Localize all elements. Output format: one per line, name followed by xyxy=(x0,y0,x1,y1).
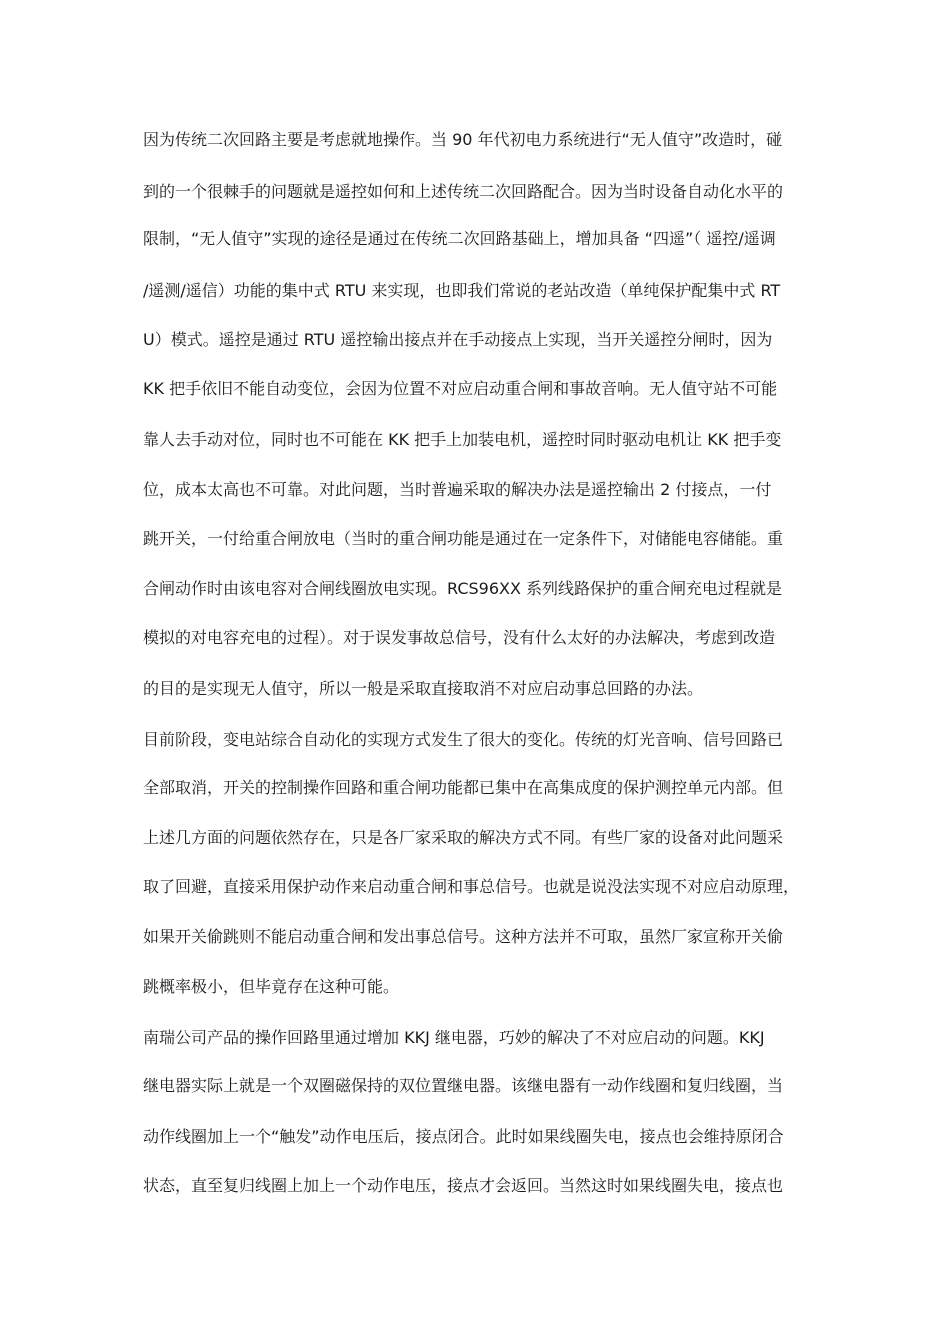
text-line: 靠人去手动对位，同时也不可能在 KK 把手上加装电机，遥控时同时驱动电机让 KK 把手变 xyxy=(143,430,782,449)
text-line: 如果开关偷跳则不能启动重合闸和发出事总信号。这种方法并不可取，虽然厂家宣称开关偷 xyxy=(143,927,784,946)
text-line: 动作线圈加上一个“触发”动作电压后，接点闭合。此时如果线圈失电，接点也会维持原闭合 xyxy=(143,1127,784,1146)
text-line: 到的一个很棘手的问题就是遥控如何和上述传统二次回路配合。因为当时设备自动化水平的 xyxy=(143,182,784,201)
text-line: 跳开关，一付给重合闸放电（当时的重合闸功能是通过在一定条件下，对储能电容储能。重 xyxy=(143,529,784,548)
text-line: 状态，直至复归线圈上加上一个动作电压，接点才会返回。当然这时如果线圈失电，接点也 xyxy=(143,1176,784,1195)
text-line: 限制，“无人值守”实现的途径是通过在传统二次回路基础上，增加具备 “四遥”（ 遥控/遥调 xyxy=(143,229,776,248)
text-line: 上述几方面的问题依然存在，只是各厂家采取的解决方式不同。有些厂家的设备对此问题采 xyxy=(143,828,784,847)
text-line: U）模式。遥控是通过 RTU 遥控输出接点并在手动接点上实现，当开关遥控分闸时，因为 xyxy=(143,330,773,349)
text-line: 取了回避，直接采用保护动作来启动重合闸和事总信号。也就是说没法实现不对应启动原理， xyxy=(143,877,800,896)
text-line: 的目的是实现无人值守，所以一般是采取直接取消不对应启动事总回路的办法。 xyxy=(143,679,704,698)
text-line: 跳概率极小，但毕竟存在这种可能。 xyxy=(143,977,400,996)
text-line: 模拟的对电容充电的过程）。对于误发事故总信号，没有什么太好的办法解决，考虑到改造 xyxy=(143,628,776,647)
text-line: 位，成本太高也不可靠。对此问题，当时普遍采取的解决办法是遥控输出 2 付接点，一付 xyxy=(143,480,772,499)
text-line: 继电器实际上就是一个双圈磁保持的双位置继电器。该继电器有一动作线圈和复归线圈，当 xyxy=(143,1076,784,1095)
text-line: /遥测/遥信）功能的集中式 RTU 来实现，也即我们常说的老站改造（单纯保护配集中式 RT xyxy=(143,281,781,300)
text-line: 合闸动作时由该电容对合闸线圈放电实现。RCS96XX 系列线路保护的重合闸充电过程就是 xyxy=(143,579,783,598)
text-line: 南瑞公司产品的操作回路里通过增加 KKJ 继电器，巧妙的解决了不对应启动的问题。KKJ xyxy=(143,1028,765,1047)
text-line: 全部取消，开关的控制操作回路和重合闸功能都已集中在高集成度的保护测控单元内部。但 xyxy=(143,778,784,797)
text-line: 目前阶段，变电站综合自动化的实现方式发生了很大的变化。传统的灯光音响、信号回路已 xyxy=(143,730,784,749)
text-line: KK 把手依旧不能自动变位，会因为位置不对应启动重合闸和事故音响。无人值守站不可能 xyxy=(143,379,778,398)
text-line: 因为传统二次回路主要是考虑就地操作。当 90 年代初电力系统进行“无人值守”改造时，碰 xyxy=(143,130,783,149)
